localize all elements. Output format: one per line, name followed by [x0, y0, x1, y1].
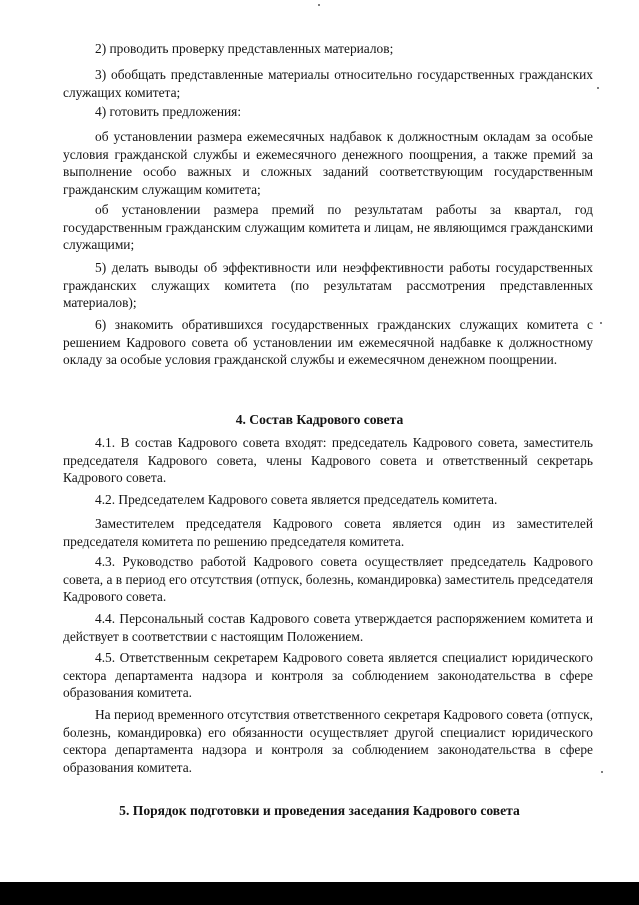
- scan-speck: [601, 771, 603, 773]
- section-4-5: 4.5. Ответственным секретарем Кадрового совета является специалист юридического сектора департамента надзора и контроля за соблюдением законодательства в сфере образования комитета.: [63, 650, 593, 701]
- section-4-5-substitute: На период временного отсутствия ответственного секретаря Кадрового совета (отпуск, болезнь, командировка) его обязанности осуществляет другой специалист юридического сектора департамента надзора и контроля за соблюдением законодательства в сфере образования комитета.: [63, 707, 593, 775]
- proposal-quarterly-bonuses: об установлении размера премий по результатам работы за квартал, год государственным гражданским служащим комитета и лицам, не являющимся гражданскими служащими;: [63, 202, 593, 253]
- list-item-efficiency-conclusions: 5) делать выводы об эффективности или неэффективности работы государственных гражданских служащих комитета (по результатам рассмотрения представленных материалов);: [63, 260, 593, 311]
- section-4-4: 4.4. Персональный состав Кадрового совета утверждается распоряжением комитета и действует в соответствии с настоящим Положением.: [63, 611, 593, 644]
- list-item-check-materials: 2) проводить проверку представленных материалов;: [95, 41, 394, 56]
- section-4-1: 4.1. В состав Кадрового совета входят: председатель Кадрового совета, заместитель председателя Кадрового совета, члены Кадрового совета и ответственный секретарь Кадрового совета.: [63, 435, 593, 486]
- section-4-3: 4.3. Руководство работой Кадрового совета осуществляет председатель Кадрового совета, а в период его отсутствия (отпуск, болезнь, командировка) заместитель председателя Кадрового совета.: [63, 554, 593, 605]
- section-4-2-deputy: Заместителем председателя Кадрового совета является один из заместителей председателя комитета по решению председателя комитета.: [63, 516, 593, 549]
- list-item-summarize-materials: 3) обобщать представленные материалы относительно государственных гражданских служащих комитета;: [63, 67, 593, 100]
- section-5-heading: 5. Порядок подготовки и проведения заседания Кадрового совета: [119, 803, 520, 818]
- section-4-2: 4.2. Председателем Кадрового совета является председатель комитета.: [95, 492, 498, 507]
- scan-speck: [600, 322, 602, 324]
- scan-speck: [318, 4, 320, 6]
- proposal-monthly-allowances: об установлении размера ежемесячных надбавок к должностным окладам за особые условия гражданской службы и ежемесячного денежного поощрения, а также премий за выполнение особо важных и сложных заданий соответствующим государственным гражданским служащим комитета;: [63, 129, 593, 197]
- section-4-heading: 4. Состав Кадрового совета: [235, 412, 404, 427]
- scan-bottom-border: [0, 882, 639, 905]
- list-item-notify-employees: 6) знакомить обратившихся государственных гражданских служащих комитета с решением Кадрового совета об установлении им ежемесячной надбавке к должностному окладу за особые условия гражданской службы и ежемесячном денежном поощрении.: [63, 317, 593, 368]
- scan-speck: [597, 87, 599, 89]
- list-item-prepare-proposals: 4) готовить предложения:: [95, 104, 242, 119]
